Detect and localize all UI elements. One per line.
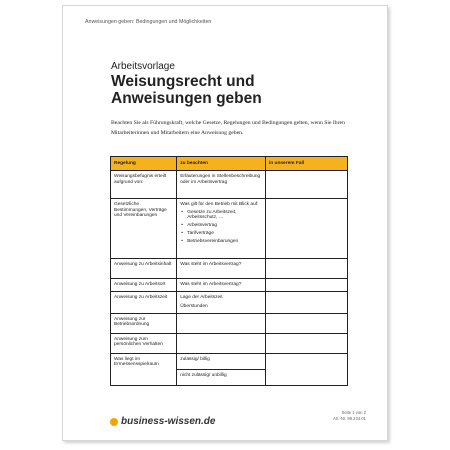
table-row <box>111 333 348 353</box>
cell-line: zulässig/ billig <box>180 356 210 362</box>
title-line-1: Weisungsrecht und <box>111 73 255 90</box>
list-item: • Betriebsvereinbarungen <box>180 239 262 245</box>
list-item: • Gesetze zu Arbeitszeit, Arbeitsschutz, … <box>180 210 262 221</box>
page-number: Seite 1 von 2 <box>341 410 366 415</box>
cell-regelung: Anweisung zu Arbeitsinhalt <box>111 259 177 279</box>
cell-line: Lage der Arbeitszeit <box>180 294 223 300</box>
cell-in-unserem-fall[interactable] <box>265 199 347 259</box>
cell-in-unserem-fall[interactable] <box>265 313 347 333</box>
cell-regelung: Was liegt im Ermessensspielraum <box>111 353 177 385</box>
cell-in-unserem-fall[interactable] <box>265 291 347 313</box>
cell-zu-beachten: Erläuterungen in Stellenbeschreibung oder im Arbeitsvertrag <box>177 171 266 199</box>
table-row <box>111 199 348 259</box>
bullet-list <box>180 210 262 245</box>
table-header-row <box>111 157 348 171</box>
cell-regelung: Gesetzliche Bestimmungen, Verträge und Vereinbarungen <box>111 199 177 259</box>
cell-regelung: Weisungsbefugnis erteilt aufgrund von: <box>111 171 177 199</box>
table-row <box>111 291 348 313</box>
cell-zu-beachten <box>177 291 266 313</box>
cell-in-unserem-fall[interactable] <box>265 279 347 292</box>
cell-regelung: Anweisung zur Betriebsordnung <box>111 313 177 333</box>
table-row <box>111 353 348 385</box>
column-header-regelung: Regelung <box>111 157 177 171</box>
cell-line: nicht zulässig/ unbillig <box>177 369 265 385</box>
footer-info <box>333 410 366 422</box>
document-title <box>111 73 351 107</box>
cell-regelung: Anweisung zu Arbeitszeit <box>111 291 177 313</box>
article-number: Art.-Nr. 99.234.01 <box>332 416 366 421</box>
document-subtitle: Arbeitsvorlage <box>111 61 175 72</box>
table-row <box>111 313 348 333</box>
cell-intro-text: Was gilt für den Betrieb mit Blick auf: <box>180 202 259 207</box>
table-row <box>111 279 348 292</box>
cell-in-unserem-fall[interactable] <box>265 333 347 353</box>
footer-logo <box>110 416 215 427</box>
rules-table <box>110 156 348 386</box>
cell-zu-beachten: Was steht im Arbeitsvertrag? <box>177 279 266 292</box>
cell-in-unserem-fall[interactable] <box>265 171 347 199</box>
cell-zu-beachten: Was steht im Arbeitsvertrag? <box>177 259 266 279</box>
intro-paragraph: Beachten Sie als Führungskraft, welche Gesetze, Regelungen und Bedingungen gelten, wenn Sie Ihren Mitarbeiterinnen und Mitarbeitern eine Anweisung geben. <box>111 120 345 136</box>
list-item: • Tarifverträge <box>180 231 262 237</box>
list-item: • Arbeitsvertrag <box>180 223 262 229</box>
cell-zu-beachten[interactable] <box>177 333 266 353</box>
table-row <box>111 259 348 279</box>
page-header: Anweisungen geben: Bedingungen und Möglichkeiten <box>85 19 212 25</box>
column-header-zu-beachten: zu beachten <box>177 157 266 171</box>
cell-regelung: Anweisung zum persönlichen Verhalten <box>111 333 177 353</box>
cell-zu-beachten[interactable] <box>177 313 266 333</box>
cell-zu-beachten <box>177 199 266 259</box>
cell-regelung: Anweisung zu Arbeitsort <box>111 279 177 292</box>
table-row <box>111 171 348 199</box>
logo-text: business-wissen.de <box>121 416 216 427</box>
logo-dot-icon <box>110 418 118 426</box>
title-line-2: Anweisungen geben <box>111 90 262 107</box>
cell-zu-beachten <box>177 353 266 385</box>
cell-line: Überstunden <box>180 304 208 310</box>
column-header-in-unserem-fall: in unserem Fall <box>265 157 347 171</box>
cell-in-unserem-fall[interactable] <box>265 353 347 385</box>
cell-in-unserem-fall[interactable] <box>265 259 347 279</box>
